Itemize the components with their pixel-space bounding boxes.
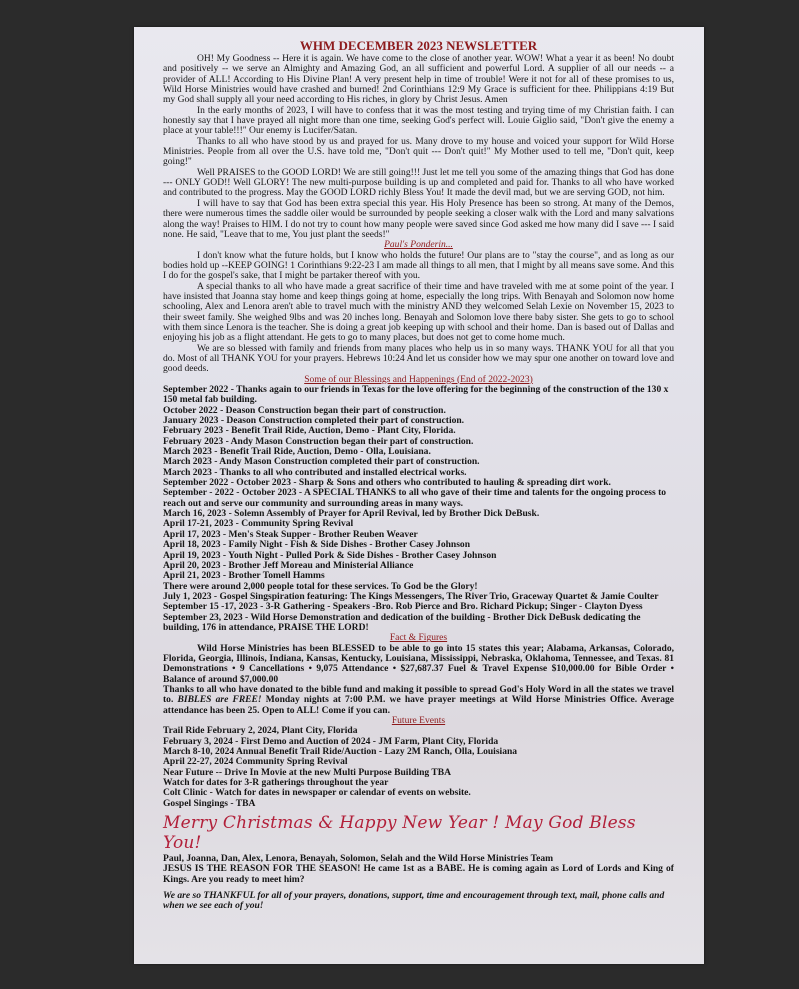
ponderin-heading: Paul's Ponderin... [384, 239, 453, 251]
intro-paragraph: In the early months of 2023, I will have to confess that it was the most testing and trying time of my Christian faith. I can honestly say that I have prayed all night more than one time, seeking God's perfect will. Louie Giglio said, "Don't give the enemy a place at your table!!!" Our enemy is Lucifer/Satan. [163, 104, 674, 137]
future-list [163, 726, 674, 809]
blessings-list [163, 385, 674, 633]
list-item: April 18, 2023 - Family Night - Fish & Side Dishes - Brother Casey Johnson [163, 539, 471, 551]
list-item: April 21, 2023 - Brother Tomell Hamms [163, 570, 325, 582]
intro-paragraph: Thanks to all who have stood by us and prayed for us. Many drove to my house and voiced your support for Wild Horse Ministries. People from all over the U.S. have told me, "Don't quit --- Don't quit!" My Mother used to tell me, "Don't quit, keep going!" [163, 135, 674, 168]
list-item: March 2023 - Thanks to all who contributed and installed electrical works. [163, 466, 467, 478]
list-item: April 22-27, 2024 Community Spring Revival [163, 756, 348, 768]
list-item: March 2023 - Andy Mason Construction completed their part of construction. [163, 456, 480, 468]
prayer-meeting-text: Monday nights at 7:00 P.M. we have prayer meetings at Wild Horse Ministries Office. Average attendance has been 25. Open to ALL! Come if you can. [163, 694, 674, 716]
ponderin-paragraph: We are so blessed with family and friends from many places who help us in so many ways. THANK YOU for all that you do. Most of all THANK YOU for your prayers. Hebrews 10:24 And let us consider how we may spur one another on toward love and good deeds. [163, 342, 674, 375]
list-item: April 20, 2023 - Brother Jeff Moreau and Ministerial Alliance [163, 559, 414, 571]
list-item: February 2023 - Benefit Trail Ride, Auction, Demo - Plant City, Florida. [163, 425, 456, 437]
list-item: February 3, 2024 - First Demo and Auction of 2024 - JM Farm, Plant City, Florida [163, 735, 499, 747]
ponderin-section [163, 251, 674, 375]
list-item: July 1, 2023 - Gospel Singspiration featuring: The Kings Messengers, The River Trio, Graceway Quartet & Jamie Coulter [163, 590, 659, 602]
list-item: Gospel Singings - TBA [163, 797, 256, 809]
list-item: Trail Ride February 2, 2024, Plant City, Florida [163, 725, 358, 737]
reason-statement: JESUS IS THE REASON FOR THE SEASON! He came 1st as a BABE. He is coming again as Lord of Lords and King of Kings. Are you ready to meet him? [163, 863, 674, 885]
newsletter-page [134, 27, 704, 964]
list-item: September 2022 - October 2023 - Sharp & Sons and others who contributed to hauling & spreading dirt work. [163, 477, 611, 489]
list-item: April 19, 2023 - Youth Night - Pulled Pork & Side Dishes - Brother Casey Johnson [163, 549, 497, 561]
list-item: There were around 2,000 people total for these services. To God be the Glory! [163, 580, 478, 592]
list-item: March 2023 - Benefit Trail Ride, Auction, Demo - Olla, Louisiana. [163, 446, 431, 458]
thanks-note: We are so THANKFUL for all of your prayers, donations, support, time and encouragement through text, mail, phone calls and when we see each of you! [163, 890, 665, 912]
list-item: April 17, 2023 - Men's Steak Supper - Brother Reuben Weaver [163, 528, 418, 540]
ponderin-paragraph: I don't know what the future holds, but I know who holds the future! Our plans are to "stay the course", and as long as our bodies hold up --KEEP GOING! 1 Corinthians 9:22-23 I am made all things to all men, that I might by all means save some. And this I do for the gospel's sake, that I might be partaker thereof with you. [163, 249, 674, 282]
intro-section [163, 54, 674, 240]
list-item: September 23, 2023 - Wild Horse Demonstration and dedication of the building - Brother Dick DeBusk dedicating the building, 176 in attendance, PRAISE THE LORD! [163, 611, 641, 633]
facts-section [163, 644, 674, 716]
list-item: February 2023 - Andy Mason Construction began their part of construction. [163, 435, 474, 447]
list-item: September 15 -17, 2023 - 3-R Gathering - Speakers -Bro. Rob Pierce and Bro. Richard Pickup; Singer - Clayton Dyess [163, 601, 643, 613]
bible-fund-text: Thanks to all who have donated to the bible fund and making it possible to spread God's Holy Word in all the states we travel to. [163, 683, 674, 706]
list-item: Watch for dates for 3-R gatherings throughout the year [163, 777, 389, 789]
intro-paragraph: I will have to say that God has been extra special this year. His Holy Presence has been so strong. At many of the Demos, there were numerous times the saddle oiler would be surrounded by people seeking a closer walk with the Lord and many salvations along the way! Praises to HIM. I do not try to count how many people were saved since God asked me how many did I save --- I said none. He said, "Leave that to me, You just plant the seeds!" [163, 197, 674, 240]
list-item: January 2023 - Deason Construction completed their part of construction. [163, 415, 465, 427]
list-item: October 2022 - Deason Construction began their part of construction. [163, 404, 446, 416]
list-item: April 17-21, 2023 - Community Spring Revival [163, 518, 354, 530]
list-item: March 16, 2023 - Solemn Assembly of Prayer for April Revival, led by Brother Dick DeBusk. [163, 508, 540, 520]
future-heading: Future Events [391, 715, 446, 726]
facts-paragraph: Wild Horse Ministries has been BLESSED to be able to go into 15 states this year; Alabama, Arkansas, Colorado, Florida, Georgia, Illinois, Indiana, Kansas, Kentucky, Louisiana, Mississippi, Nebraska, Oklahoma, Tennessee, and Texas. 81 Demonstrations • 9 Cancellations • 9,075 Attendance • $27,687.37 Fuel & Travel Expense $10,000.00 for Bible Order • Balance of around $7,000.00 [163, 642, 674, 685]
list-item: September - 2022 - October 2023 - A SPECIAL THANKS to all who gave of their time and talents for the ongoing process to reach out and serve our community and surrounding areas in many ways. [163, 487, 667, 509]
list-item: Colt Clinic - Watch for dates in newspaper or calendar of events on website. [163, 787, 471, 799]
christmas-greeting: Merry Christmas & Happy New Year ! May God Bless You! [163, 813, 636, 854]
list-item: Near Future -- Drive In Movie at the new Multi Purpose Building TBA [163, 766, 451, 778]
signature: Paul, Joanna, Dan, Alex, Lenora, Benayah, Solomon, Selah and the Wild Horse Ministries Team [163, 853, 554, 865]
intro-paragraph: OH! My Goodness -- Here it is again. We have come to the close of another year. WOW! What a year it as been! No doubt and positively -- we serve an Almighty and Amazing God, an all sufficient and powerful Lord. A supplier of all our needs -- a provider of ALL! According to His Divine Plan! A very present help in time of trouble! Were it not for all of these promises to us, Wild Horse Ministries would have crashed and burned! 2nd Corinthians 12:9 My Grace is sufficient for thee. Philippians 4:19 But my God shall supply all your need according to His riches, in glory by Christ Jesus. Amen [163, 53, 674, 106]
ponderin-paragraph: A special thanks to all who have made a great sacrifice of their time and have traveled with me at some point of the year. I have insisted that Joanna stay home and keep things going at home, especially the long trips. With Benayah and Solomon now home schooling, Alex and Lenora aren't able to travel much with the ministry AND they welcomed Selah Lexie on November 15, 2023 to their sweet family. She weighed 9lbs and was 20 inches long. Benayah and Solomon love there baby sister. She gets to go to school with them since Lenora is the teacher. She is doing a great job keeping up with school and their home. Dan is based out of Dallas and enjoying his job as a flight attendant. He gets to go to many places, but does not get to come home much. [163, 280, 674, 344]
facts-bible-paragraph [163, 685, 674, 716]
facts-heading: Fact & Figures [389, 632, 448, 644]
blessings-heading: Some of our Blessings and Happenings (End of 2022-2023) [304, 373, 533, 385]
bibles-free-text: BIBLES are FREE! [177, 694, 262, 706]
list-item: March 8-10, 2024 Annual Benefit Trail Ride/Auction - Lazy 2M Ranch, Olla, Louisiana [163, 746, 518, 758]
intro-paragraph: Well PRAISES to the GOOD LORD! We are still going!!! Just let me tell you some of the amazing things that God has done --- ONLY GOD!! Well GLORY! The new multi-purpose building is up and completed and paid for. Thanks to all who have worked and contributed to the progress. May the GOOD LORD richly Bless You! It made the devil mad, but we are serving GOD, not him. [163, 166, 674, 199]
newsletter-title: WHM DECEMBER 2023 NEWSLETTER [299, 38, 538, 53]
list-item: September 2022 - Thanks again to our friends in Texas for the love offering for the beginning of the construction of the 130 x 150 metal fab building. [163, 384, 669, 406]
